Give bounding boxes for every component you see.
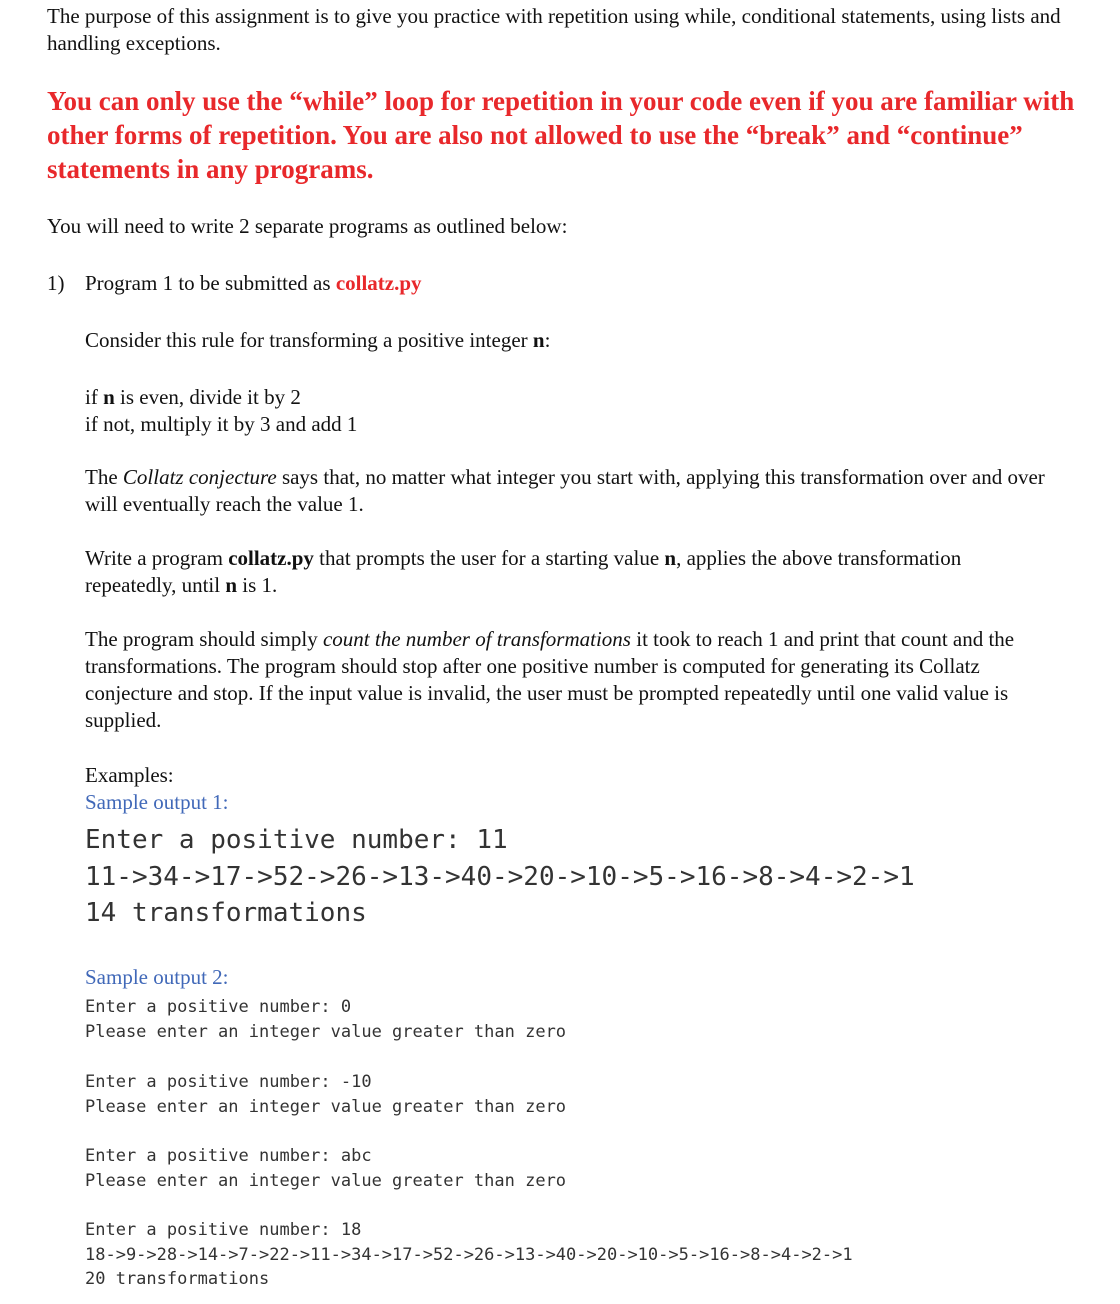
- rule-lines: [85, 384, 1045, 438]
- sample-2-line: Please enter an integer value greater than zero: [85, 1096, 567, 1117]
- sample-1-label: Sample output 1:: [85, 790, 229, 814]
- sample-2-block-2: [85, 1070, 566, 1119]
- item-filename: collatz.py: [335, 271, 422, 295]
- sample-2-line: 18->9->28->14->7->22->11->34->17->52->26->13->40->20->10->5->16->8->4->2->1: [85, 1244, 853, 1265]
- write-mid: that prompts the user for a starting value: [313, 546, 665, 570]
- conjecture-post: says that, no matter what integer you start with, applying this transformation over and over will eventually reach the value 1.: [85, 465, 1045, 516]
- sample-1-line: Enter a positive number: 11: [85, 825, 508, 855]
- rule-intro-colon: :: [544, 328, 551, 352]
- count-post: it took to reach 1 and print that count and the transformations. The program should stop after one positive number is computed for generating its Collatz conjecture and stop. If the input value is invalid, the user must be prompted repeatedly until one valid value is supplied.: [85, 627, 1015, 732]
- examples-label: Examples:: [85, 763, 174, 787]
- item-label: Program 1 to be submitted as: [85, 271, 336, 295]
- write-paragraph: [85, 545, 1045, 599]
- sample-2-line: Enter a positive number: 18: [85, 1220, 362, 1240]
- write-post: is 1.: [237, 573, 278, 597]
- rule-intro-text: Consider this rule for transforming a positive integer: [85, 328, 533, 352]
- sample-1-output: [85, 822, 915, 932]
- conjecture-pre: The: [85, 465, 123, 489]
- outline-text: You will need to write 2 separate programs as outlined below:: [47, 214, 568, 238]
- intro-paragraph: The purpose of this assignment is to give you practice with repetition using while, conditional statements, using lists and handling exceptions.: [47, 4, 1061, 55]
- rule-intro: [85, 327, 1045, 354]
- sample-2-block-4: [85, 1218, 853, 1292]
- count-paragraph: [85, 626, 1045, 734]
- rule-line1-var: n: [103, 385, 115, 409]
- write-var1: n: [664, 546, 677, 570]
- sample-2-block-1: [85, 995, 566, 1044]
- conjecture-term: Collatz conjecture: [122, 465, 277, 489]
- while-loop-warning: You can only use the “while” loop for repetition in your code even if you are familiar with other forms of repetition. You are also not allowed to use the “break” and “continue” statements in any programs.: [47, 86, 1075, 184]
- item-text: [85, 270, 422, 297]
- sample-2-label: Sample output 2:: [85, 965, 229, 989]
- write-file: collatz.py: [228, 546, 314, 570]
- rule-line2: if not, multiply it by 3 and add 1: [85, 412, 358, 436]
- examples-heading: [85, 762, 1045, 816]
- sample-1-line: 14 transformations: [85, 898, 367, 928]
- rule-intro-var: n: [532, 328, 545, 352]
- write-pre: Write a program: [85, 546, 229, 570]
- rule-line1-pre: if: [85, 385, 104, 409]
- sample-2-line: Enter a positive number: -10: [85, 1072, 372, 1092]
- rule-line1-post: is even, divide it by 2: [114, 385, 301, 409]
- item-number: 1): [47, 271, 65, 295]
- sample-2-line: Enter a positive number: abc: [85, 1146, 372, 1166]
- count-pre: The program should simply: [85, 627, 323, 651]
- sample-2-line: Please enter an integer value greater than zero: [85, 1021, 567, 1042]
- sample-2-line: Please enter an integer value greater than zero: [85, 1170, 567, 1191]
- sample-2-block-3: [85, 1144, 566, 1193]
- sample-1-line: 11->34->17->52->26->13->40->20->10->5->16->8->4->2->1: [85, 861, 915, 892]
- sample-2-line: Enter a positive number: 0: [85, 997, 352, 1017]
- write-var2: n: [225, 573, 238, 597]
- conjecture-paragraph: [85, 464, 1045, 518]
- sample-2-line: 20 transformations: [85, 1269, 270, 1289]
- write-mid2: , applies the above transformation repeatedly, until: [85, 546, 962, 597]
- count-emph: count the number of transformations: [322, 627, 631, 651]
